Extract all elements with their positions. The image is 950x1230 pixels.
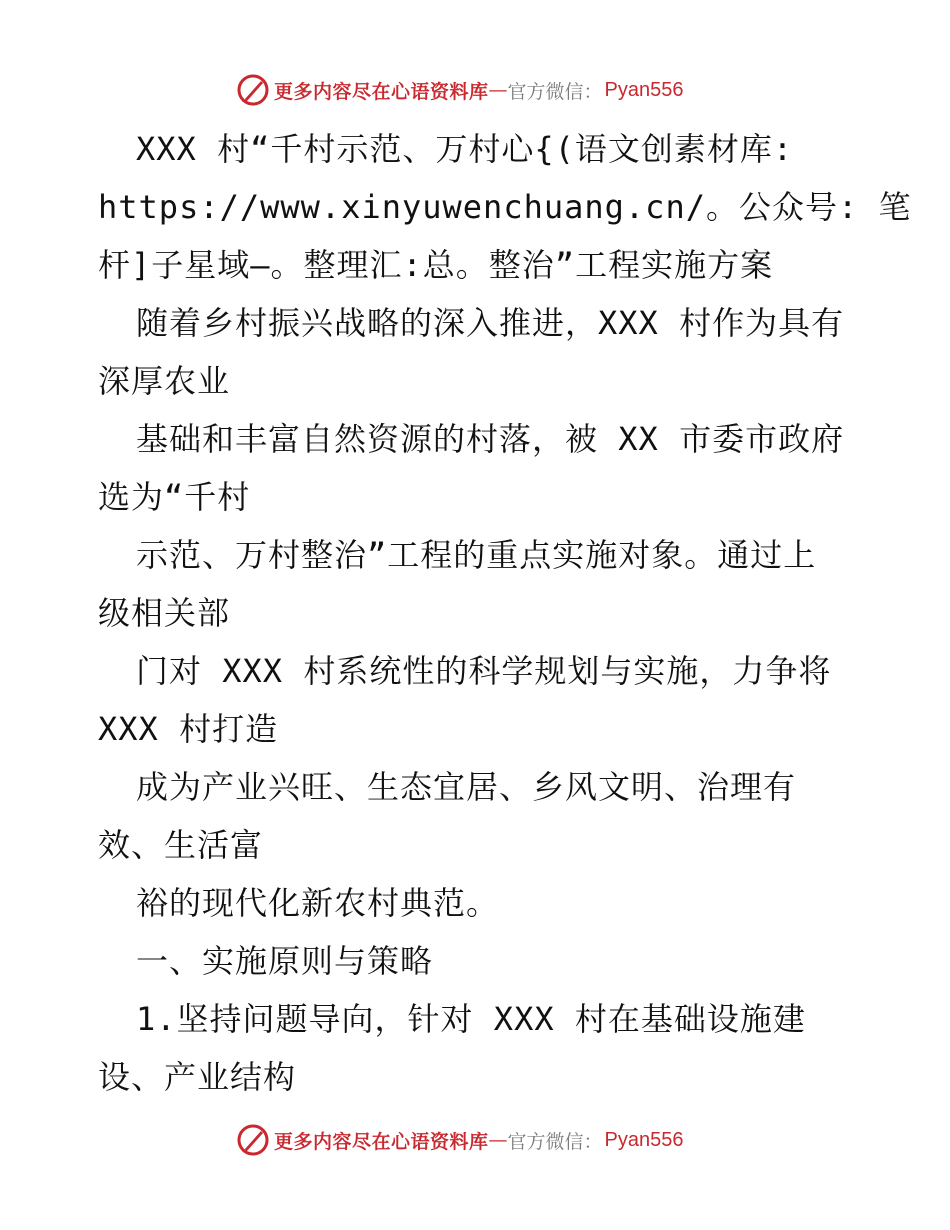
- doc-line: 选为“千村: [98, 478, 251, 516]
- doc-line: 随着乡村振兴战略的深入推进，XXX 村作为具有: [136, 304, 845, 342]
- header-watermark-banner: [236, 72, 684, 108]
- doc-line: https://www.xinyuwenchuang.cn/。公众号: 笔: [98, 188, 912, 226]
- banner-colon: ：: [583, 80, 603, 103]
- doc-line: 级相关部: [98, 594, 231, 632]
- document-body: [98, 120, 912, 1106]
- banner-main-text: 更多内容尽在心语资料库: [274, 1130, 489, 1153]
- doc-line: XXX 村“千村示范、万村心{(语文创素材库:: [136, 130, 794, 168]
- banner-separator: —: [488, 1129, 508, 1151]
- banner-sub-text: 官方微信: [507, 1130, 584, 1153]
- banner-sub-text: 官方微信: [507, 80, 584, 103]
- quill-logo-icon: [236, 73, 270, 107]
- doc-line: 成为产业兴旺、生态宜居、乡风文明、治理有: [136, 768, 797, 806]
- doc-line: 裕的现代化新农村典范。: [136, 884, 500, 922]
- footer-watermark-banner: [236, 1122, 684, 1158]
- doc-section-heading: 一、实施原则与策略: [136, 942, 434, 980]
- banner-wechat-id: Pyan556: [604, 78, 684, 101]
- doc-line: 基础和丰富自然资源的村落，被 XX 市委市政府: [136, 420, 845, 458]
- doc-line: 设、产业结构: [98, 1058, 297, 1096]
- doc-line: 1.坚持问题导向，针对 XXX 村在基础设施建: [136, 1000, 806, 1038]
- banner-wechat-id: Pyan556: [604, 1128, 684, 1151]
- doc-line: 门对 XXX 村系统性的科学规划与实施，力争将: [136, 652, 832, 690]
- banner-separator: —: [488, 79, 508, 101]
- quill-logo-icon: [236, 1123, 270, 1157]
- banner-colon: ：: [583, 1130, 603, 1153]
- doc-line: 杆]子星域—。整理汇:总。整治”工程实施方案: [98, 246, 774, 284]
- doc-line: 效、生活富: [98, 826, 264, 864]
- doc-line: XXX 村打造: [98, 710, 279, 748]
- banner-main-text: 更多内容尽在心语资料库: [274, 80, 489, 103]
- doc-line: 深厚农业: [98, 362, 231, 400]
- doc-line: 示范、万村整治”工程的重点实施对象。通过上: [136, 536, 817, 574]
